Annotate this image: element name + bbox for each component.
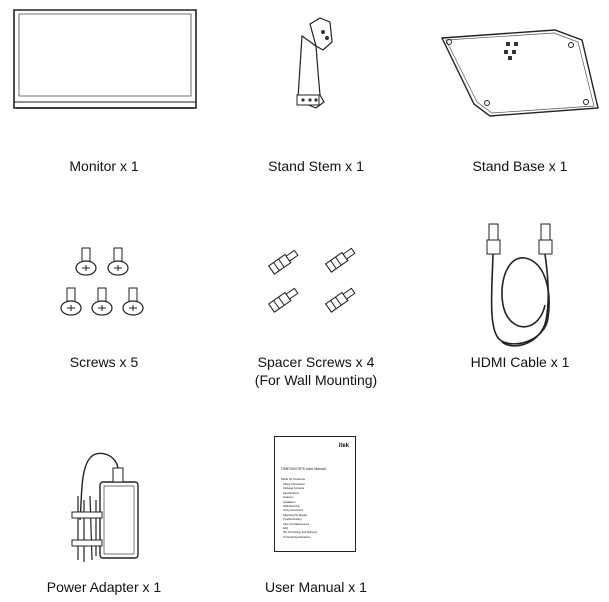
caption-spacer-screws-note: (For Wall Mounting) xyxy=(254,372,378,388)
manual-toc xyxy=(283,483,317,540)
manual-brand: itek xyxy=(338,443,349,449)
manual-toc-item: Troubleshooting xyxy=(283,518,302,522)
manual-toc-item: Installation xyxy=(283,500,296,504)
caption-user-manual: User Manual x 1 xyxy=(265,579,367,595)
manual-toc-heading: Table Of Contents xyxy=(281,477,306,481)
user-manual-icon xyxy=(274,436,356,552)
manual-toc-item: FAQ xyxy=(283,527,289,531)
caption-spacer-screws: Spacer Screws x 4 xyxy=(257,354,375,370)
caption-power-adapter: Power Adapter x 1 xyxy=(46,579,162,595)
manual-toc-item: Safety Precautions xyxy=(283,483,305,486)
manual-toc-item: Technical Specifications xyxy=(283,535,311,539)
caption-hdmi-cable: HDMI Cable x 1 xyxy=(470,354,570,370)
manual-toc-item: Features xyxy=(283,496,294,500)
caption-stand-stem: Stand Stem x 1 xyxy=(268,158,364,174)
manual-toc-item: IPS Technology and Warranty xyxy=(283,531,318,535)
manual-toc-item: Wall Mounting xyxy=(283,505,300,509)
manual-title: ITMF24V07IPS User Manual xyxy=(281,467,326,471)
manual-toc-item: Adjusting the Display xyxy=(283,513,308,517)
manual-toc-item: Package Contents xyxy=(283,487,305,491)
manual-toc-item: Care and Maintenance xyxy=(283,522,310,526)
caption-monitor: Monitor x 1 xyxy=(69,158,139,174)
manual-toc-item: Specifications xyxy=(283,491,300,495)
caption-screws: Screws x 5 xyxy=(69,354,139,370)
manual-toc-item: Using the Monitor xyxy=(283,509,304,513)
caption-stand-base: Stand Base x 1 xyxy=(472,158,568,174)
